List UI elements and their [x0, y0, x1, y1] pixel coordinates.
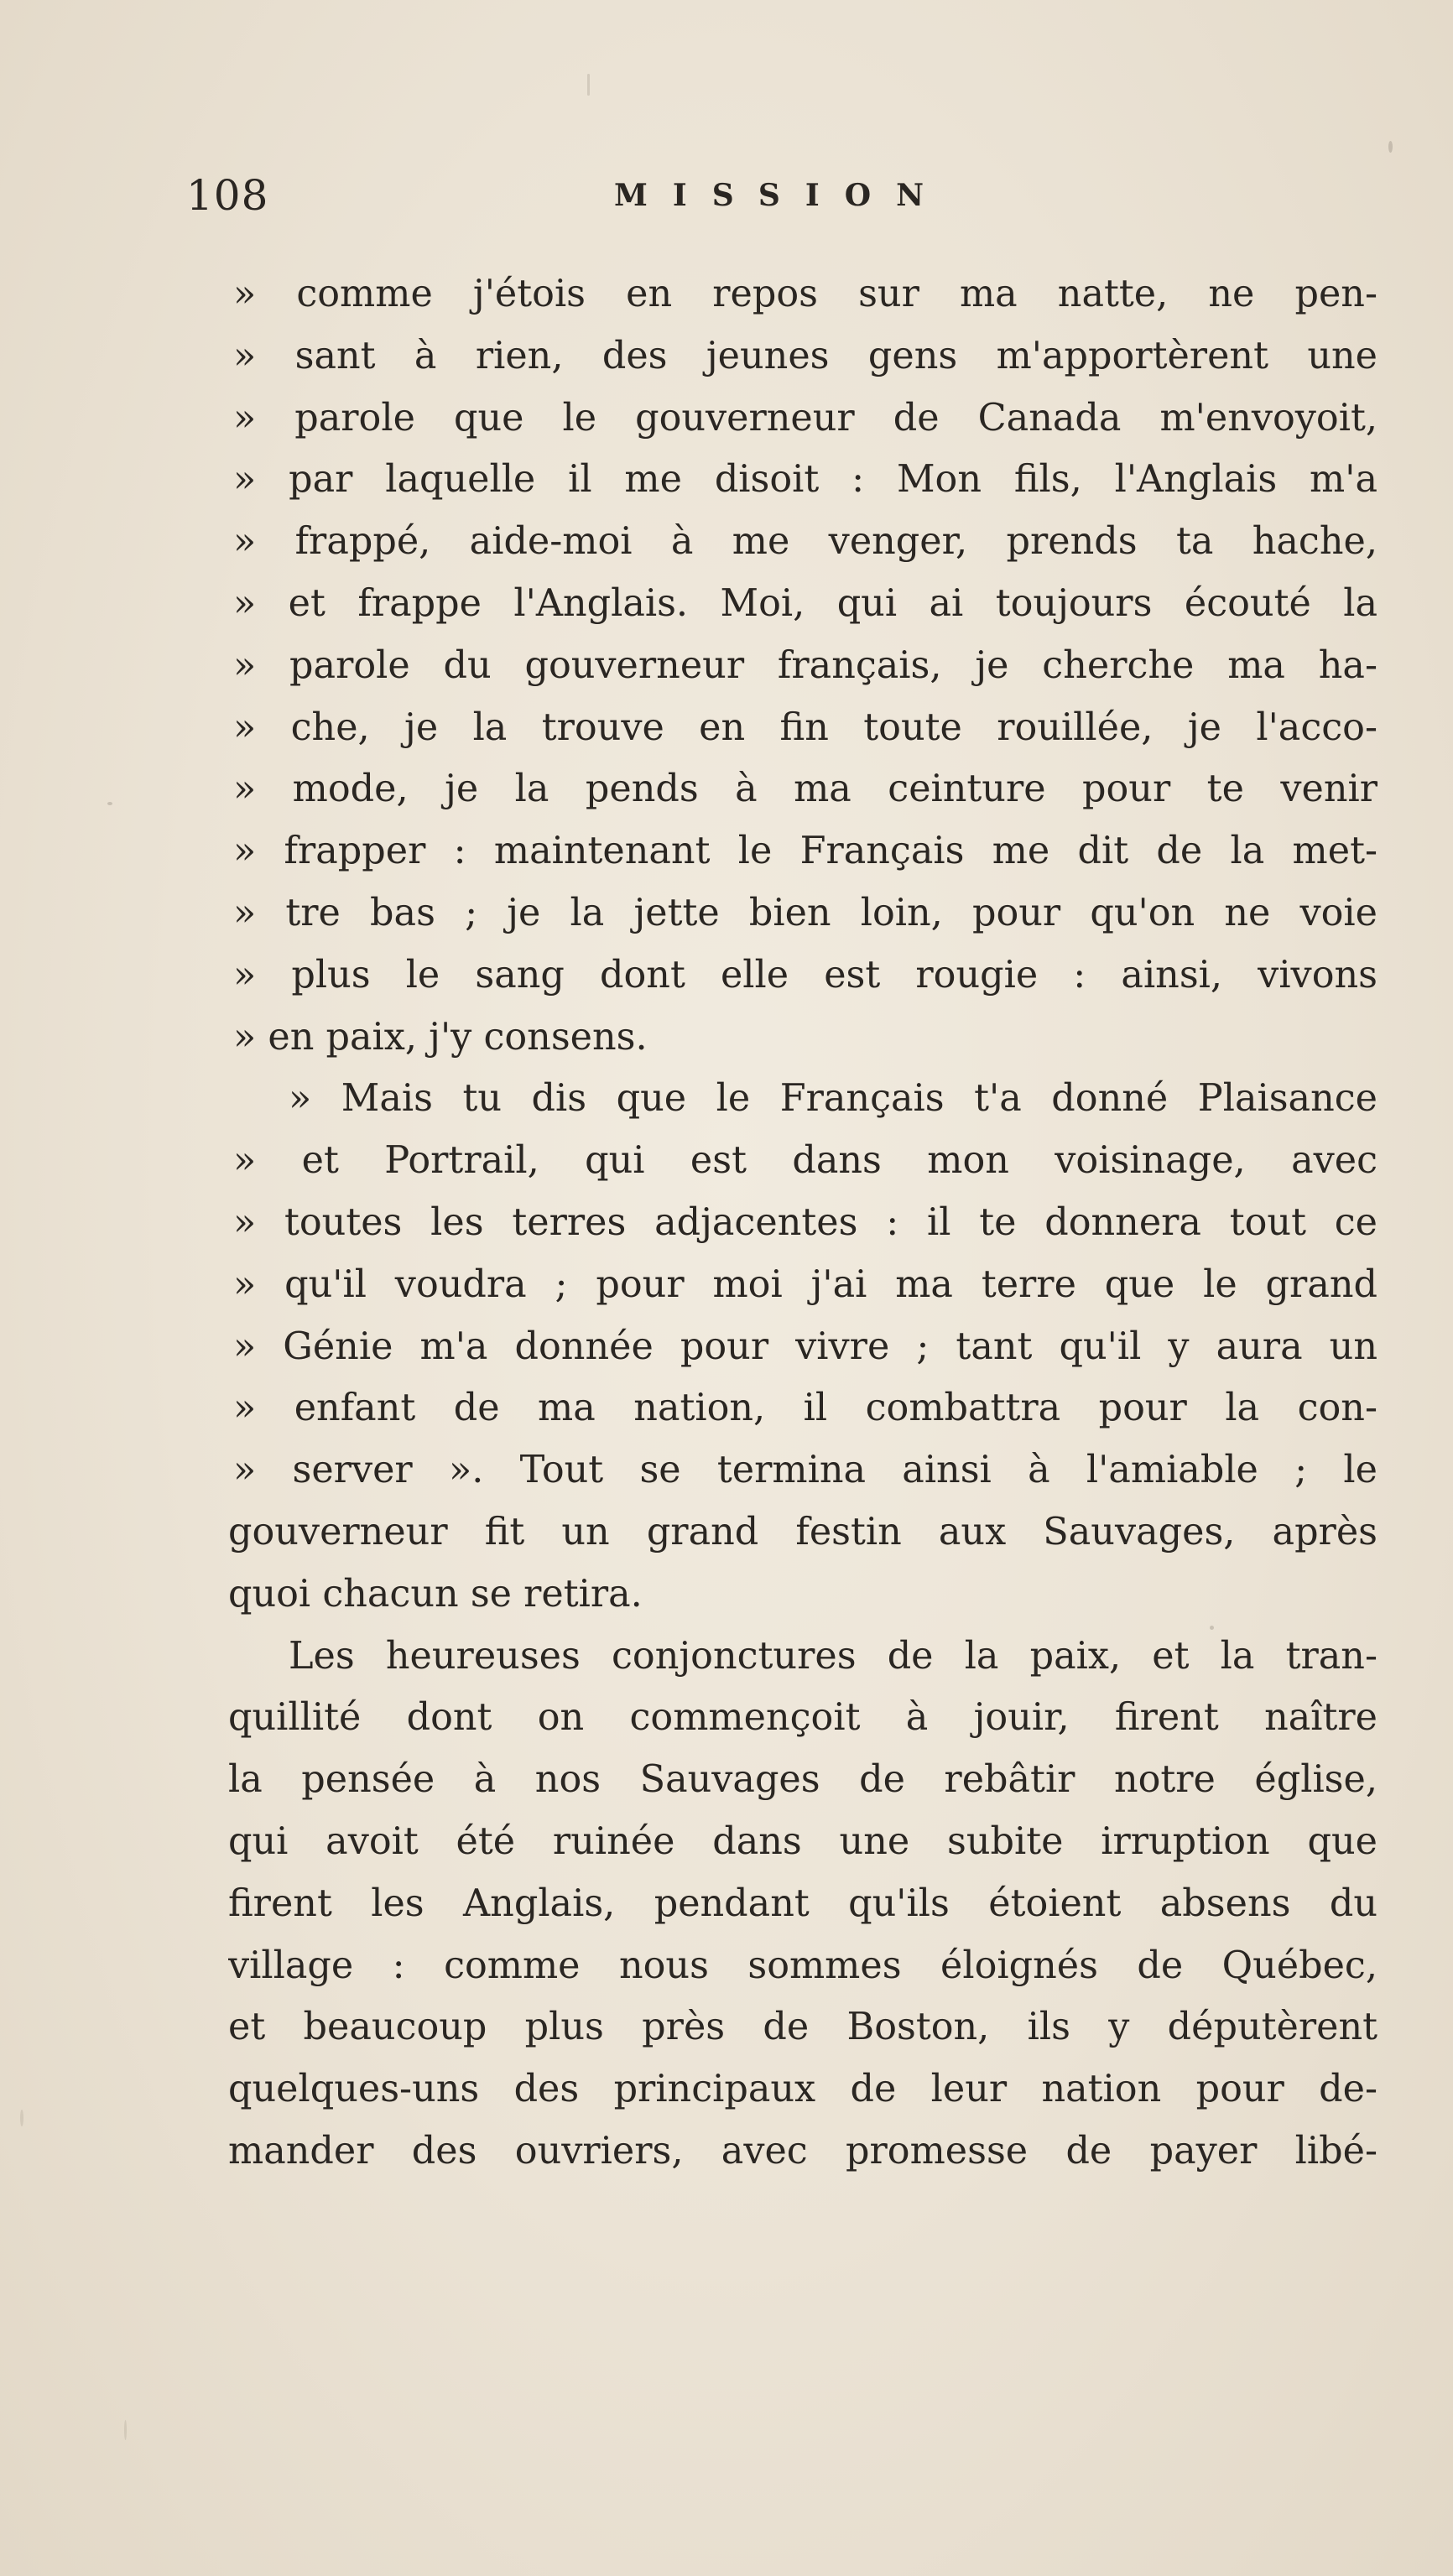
- paper-blemish: [107, 802, 112, 805]
- text-line: » Mais tu dis que le Français t'a donné Plaisance: [289, 1077, 1377, 1121]
- text-line: Les heureuses conjonctures de la paix, et la tran-: [289, 1634, 1377, 1678]
- text-line: quillité dont on commençoit à jouir, firent naître: [228, 1696, 1377, 1740]
- text-line: » plus le sang dont elle est rougie : ainsi, vivons: [233, 953, 1377, 997]
- text-line: » Génie m'a donnée pour vivre ; tant qu'il y aura un: [233, 1324, 1377, 1368]
- text-line: » tre bas ; je la jette bien loin, pour qu'on ne voie: [233, 891, 1377, 934]
- paper-blemish: [20, 2110, 23, 2126]
- text-line: qui avoit été ruinée dans une subite irruption que: [228, 1819, 1377, 1863]
- page-number: 108: [186, 171, 269, 220]
- text-line: » parole que le gouverneur de Canada m'envoyoit,: [233, 396, 1377, 440]
- text-line: mander des ouvriers, avec promesse de payer libé-: [228, 2129, 1377, 2173]
- text-line: village : comme nous sommes éloignés de Québec,: [228, 1944, 1377, 1987]
- text-line: » frapper : maintenant le Français me dit de la met-: [233, 830, 1377, 873]
- text-line: » toutes les terres adjacentes : il te donnera tout ce: [233, 1200, 1377, 1244]
- text-line: » parole du gouverneur français, je cherche ma ha-: [233, 643, 1377, 687]
- text-line: » comme j'étois en repos sur ma natte, ne pen-: [233, 273, 1377, 315]
- text-line: » enfant de ma nation, il combattra pour la con-: [233, 1387, 1377, 1430]
- body-text: [228, 263, 1377, 2183]
- text-line: » sant à rien, des jeunes gens m'apportèrent une: [233, 334, 1377, 377]
- text-line: » mode, je la pends à ma ceinture pour te venir: [233, 768, 1377, 811]
- text-line: » qu'il voudra ; pour moi j'ai ma terre que le grand: [233, 1262, 1377, 1306]
- text-line: quelques-uns des principaux de leur nation pour de-: [228, 2068, 1377, 2111]
- text-line: » frappé, aide-moi à me venger, prends ta hache,: [233, 520, 1377, 564]
- text-line: » en paix, j'y consens.: [233, 1015, 648, 1059]
- text-line: » che, je la trouve en fin toute rouillée, je l'acco-: [233, 705, 1377, 749]
- text-line: » par laquelle il me disoit : Mon fils, l'Anglais m'a: [233, 458, 1377, 502]
- text-line: » server ». Tout se termina ainsi à l'amiable ; le: [233, 1449, 1377, 1492]
- paper-blemish: [587, 74, 590, 96]
- running-title: MISSION: [614, 178, 949, 213]
- text-line: gouverneur fit un grand festin aux Sauvages, après: [228, 1510, 1377, 1553]
- text-line: et beaucoup plus près de Boston, ils y députèrent: [228, 2006, 1377, 2049]
- paper-blemish: [1388, 141, 1393, 153]
- text-line: » et Portrail, qui est dans mon voisinage, avec: [233, 1139, 1377, 1183]
- paper-blemish: [124, 2420, 127, 2440]
- text-line: » et frappe l'Anglais. Moi, qui ai toujours écouté la: [233, 581, 1377, 625]
- text-line: la pensée à nos Sauvages de rebâtir notre église,: [228, 1758, 1377, 1802]
- text-line: firent les Anglais, pendant qu'ils étoient absens du: [228, 1881, 1377, 1925]
- text-line: quoi chacun se retira.: [228, 1572, 643, 1616]
- running-head: [186, 166, 1377, 225]
